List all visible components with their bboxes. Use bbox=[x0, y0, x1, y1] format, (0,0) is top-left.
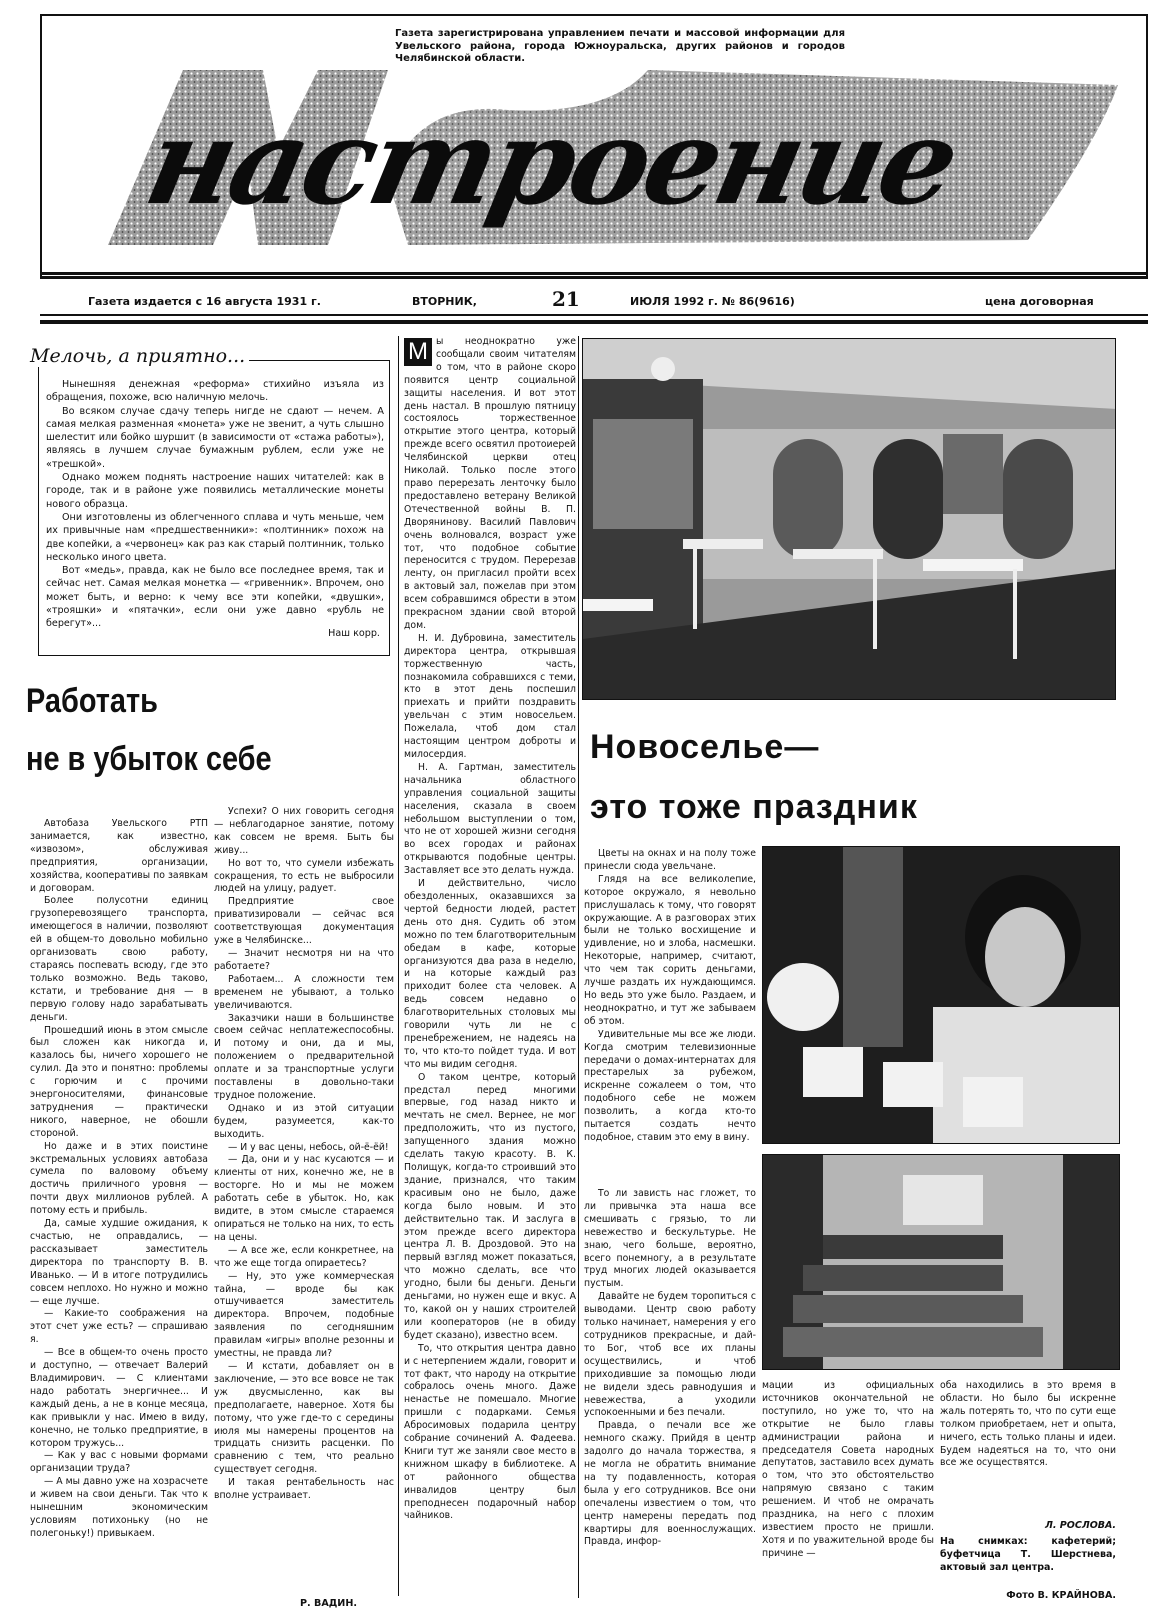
paragraph: Они изготовлены из облегченного сплава и чуть меньше, чем их привычные нам «предшественники»: «полтинник» похож на две копейки, а «червонец» как раз как старый полтинник, только несколько иного цвета. bbox=[46, 511, 384, 563]
paragraph: Более полусотни единиц грузоперевозящего транспорта, имеющегося в наличии, позволяют ей в общем-то довольно мобильно организовать свою работу, стараясь поспевать всюду, где это только возможно. Ведь таково, кстати, и требование дня — в первую голову надо зарабатывать деньги. bbox=[30, 895, 208, 1023]
paragraph: То ли зависть нас гложет, то ли привычка эта наша все смешивать с грязью, то ли невежество и бескультурье. Не знаю, чего больше, вероятно, всего понемногу, а в результате труд многих людей оказывается пустым. bbox=[584, 1188, 756, 1290]
article-small-body bbox=[46, 378, 384, 631]
paragraph: Но вот то, что сумели избежать сокращения, то есть не выбросили людей на улицу, радует. bbox=[214, 857, 394, 895]
paragraph: То, что открытия центра давно и с нетерпением ждали, говорит и тот факт, что народу на открытие собралось очень много. Даже ненастье не помешало. Многие пришли с подарками. Семья Абросимовых подарила центру собрание сочинений А. Фадеева. Книги тут же заняли свое место в книжном шкафу в библиотеке. А от районного общества инвалидов центру был преподнесен подарочный набор чайников. bbox=[404, 1342, 576, 1522]
paragraph: Однако и из этой ситуации будем, разумеется, как-то выходить. bbox=[214, 1102, 394, 1140]
paragraph: Давайте не будем торопиться с выводами. Центр свою работу только начинает, намерения у его сотрудников прекрасные, и дай-то Бог, чтоб все их планы осуществились, и чтоб приходившие за помощью люди не видели здесь равнодушия и невежества, а уходили успокоенными и без печали. bbox=[584, 1291, 756, 1419]
photo-cafeteria bbox=[582, 338, 1116, 700]
paragraph: Автобаза Увельского РТП занимается, как известно, «извозом», обслуживая предприятия, организации, хозяйства, кооперативы по заявкам и договорам. bbox=[30, 818, 208, 894]
article-small-title: Мелочь, а приятно... bbox=[26, 345, 249, 367]
author-signature: Л. РОСЛОВА. bbox=[1045, 1520, 1116, 1531]
paragraph: — Ну, это уже коммерческая тайна, — вроде бы как отшучивается заместитель директора. Впрочем, подобные заявления по сегодняшним правилам «игры» вполне резонны и уместны, не правда ли? bbox=[214, 1270, 394, 1360]
paragraph: — А все же, если конкретнее, на что же еще тогда опираетесь? bbox=[214, 1244, 394, 1269]
paragraph: — Как у вас с новыми формами организации труда? bbox=[30, 1450, 208, 1475]
paragraph: Н. А. Гартман, заместитель начальника областного управления социальной защиты населения, сказала в своем небольшом выступлении о том, что не от хорошей жизни сегодня во всех городах и районах открываются подобные центры. Заставляет все это делать нужда. bbox=[404, 761, 576, 877]
paragraph: Но даже и в этих поистине экстремальных условиях автобаза сумела по валовому объему достичь приличного уровня — почти двух миллионов рублей. А потому есть и прибыль. bbox=[30, 1140, 208, 1217]
paragraph: — Значит несмотря ни на что работаете? bbox=[214, 947, 394, 972]
paragraph: Предприятие свое приватизировали — сейчас вся соответствующая документация уже в Челябинске... bbox=[214, 896, 394, 947]
right-column-2 bbox=[762, 1380, 934, 1598]
paragraph: — И кстати, добавляет он в заключение, — это все вовсе не так уж двусмысленно, как вы предполагаете, наверное. Хотя бы потому, что уже где-то с середины июля мы намерены процентов на тридцать снизить расценки. По сравнению с тем, что реально существует сегодня. bbox=[214, 1360, 394, 1476]
paragraph: — И у вас цены, небось, ой-ё-ёй! bbox=[228, 1141, 389, 1153]
photo-credit: Фото В. КРАЙНОВА. bbox=[1006, 1590, 1116, 1601]
dateline-rule bbox=[40, 314, 1148, 316]
registration-note: Газета зарегистрирована управлением печати и массовой информации для Увельского района, города Южноуральска, других районов и городов Челябинской области. bbox=[395, 28, 845, 64]
article-headline-line1: Новоселье— bbox=[590, 728, 820, 766]
paragraph: Удивительные мы все же люди. Когда смотрим телевизионные передачи о домах-интернатах для престарелых за рубежом, искренне сожалеем о том, что подобного себе не можем позволить, а когда кто-то пытается создать нечто подобное, ставим это ему в вину. bbox=[584, 1028, 756, 1143]
dateline-rule-thick bbox=[40, 320, 1148, 324]
right-column-1-continued bbox=[584, 1188, 756, 1598]
paragraph: Успехи? О них говорить сегодня — неблагодарное занятие, потому как совсем не время. Быть бы живу... bbox=[214, 806, 394, 856]
article-column-2 bbox=[214, 806, 394, 1596]
photo-assembly-hall bbox=[762, 1154, 1120, 1370]
photo-barmaid bbox=[762, 846, 1120, 1144]
paragraph: Заказчики наши в большинстве своем сейчас неплатежеспособны. И потому и они, да и мы, положением о предварительной оплате и за транспортные услуги поставлены в довольно-таки трудное положение. bbox=[214, 1012, 394, 1101]
issue-weekday: ВТОРНИК, bbox=[412, 295, 477, 308]
paragraph: — Да, они и у нас кусаются — и клиенты от них, конечно же, не в восторге. Но и мы не можем работать себе в убыток. Но, как видите, в этом смысле стараемся опираться не только на них, то есть на цены. bbox=[214, 1154, 394, 1243]
paragraph: Да, самые худшие ожидания, к счастью, не оправдались, — рассказывает заместитель директора по транспорту В. В. Иванько. — И в итоге потрудились совсем неплохо. Но нужно и можно — еще лучше. bbox=[30, 1218, 208, 1307]
right-column-3 bbox=[940, 1380, 1116, 1520]
paragraph: О таком центре, который предстал перед многими впервые, год назад никто и мечтать не смел. Вернее, не мог предположить, что из пустого, запущенного здания можно сделать такую красоту. В. К. Полищук, когда-то строивший это здание, признался, что таким красивым оно не было, даже когда было новым. И это действительно так. И заслуга в этом прежде всего директора центра Л. В. Дроздовой. Это на первый взгляд может показаться, что можно сделать, все что угодно, были бы деньги. Деньги деньгами, но нужен еще и вкус. А то, какой он у наших строителей или кооператоров (не в обиду будет сказано), известно всем. bbox=[404, 1071, 576, 1341]
paragraph: Цветы на окнах и на полу тоже принесли сюда увельчане. bbox=[584, 848, 756, 872]
article-small-signature: Наш корр. bbox=[328, 628, 380, 639]
article-headline-line1: Работать bbox=[26, 682, 158, 720]
column-divider bbox=[398, 336, 399, 1596]
column-divider bbox=[578, 336, 579, 1598]
issue-day: 21 bbox=[552, 287, 580, 311]
masthead-rule-top bbox=[40, 272, 1148, 275]
paragraph: Во всяком случае сдачу теперь нигде не сдают — нечем. А самая мелкая разменная «монета» уже не звенит, а чуть слышно шелестит или бойко шуршит (в зависимости от «стажа работы»), являясь в лучшем случае бумажным рублем, если уже не «трешкой». bbox=[46, 405, 384, 470]
price-note: цена договорная bbox=[985, 295, 1094, 308]
newspaper-title: настроение bbox=[135, 92, 968, 231]
paragraph: оба находились в это время в области. Но было бы искренне жаль потерять то, что по сути еще толком приобретаем, нет и опыта, ничего, есть только планы и идеи. Будем надеяться на то, что они все же осуществятся. bbox=[940, 1380, 1116, 1469]
paragraph: Нынешняя денежная «реформа» стихийно изъяла из обращения, похоже, всю наличную мелочь. bbox=[46, 379, 384, 404]
issue-month-number: ИЮЛЯ 1992 г. № 86(9616) bbox=[630, 295, 795, 308]
drop-cap: М bbox=[404, 338, 432, 366]
paragraph: Работаем... А сложности тем временем не убывают, а только увеличиваются. bbox=[214, 973, 394, 1011]
paragraph: Н. И. Дубровина, заместитель директора центра, открывшая торжественную часть, познакомила собравшихся с теми, кто в этот день поспешил приехать и прийти поздравить увельчан с этим новосельем. Пожелала, чтоб дом стал настоящим центром доброты и милосердия. bbox=[404, 632, 576, 760]
paragraph: Прошедший июнь в этом смысле был сложен как никогда и, казалось бы, ничего хорошего не сулил. Да это и понятно: проблемы с горючим и с прочими энергоносителями, финансовые затруднения — практически никого, наверное, не обошли стороной. bbox=[30, 1024, 208, 1139]
paragraph: Однако можем поднять настроение наших читателей: как в городе, так и в районе уже появились металлические монеты нового образца. bbox=[46, 472, 384, 510]
paragraph: — Какие-то соображения на этот счет уже есть? — спрашиваю я. bbox=[30, 1308, 208, 1346]
center-column bbox=[404, 336, 576, 1598]
paragraph: Вот «медь», правда, как не было все последнее время, так и сейчас нет. Самая мелкая монетка — «гривенник». Впрочем, оно может быть, и верно: к чему все эти копейки, «двушки», «трояшки» и «пятачки», если они уже давно «рубль не берегут»... bbox=[46, 565, 384, 630]
article-headline-line2: это тоже праздник bbox=[590, 788, 918, 826]
paragraph: И такая рентабельность нас вполне устраивает. bbox=[214, 1477, 394, 1502]
paragraph: — Все в общем-то очень просто и доступно, — отвечает Валерий Владимирович. — С клиентами надо работать энергичнее... И каждый день, а не в конце месяца, как привыкли у нас. Имею в виду, конечно, не только предприятие, в котором тружусь... bbox=[30, 1347, 208, 1449]
masthead-rule-thin bbox=[40, 278, 1148, 279]
article-column-1 bbox=[30, 818, 208, 1598]
paragraph: И действительно, число обездоленных, оказавшихся за чертой бедности людей, растет день ото дня. Судить об этом можно по тем благотворительным обедам в кафе, которые организуются два раза в неделю, и на которые каждый раз приходит более ста человек. А ведь совсем недавно о благотворительных столовых мы говорили чуть ли не с пренебрежением, не надеясь на то, что кто-то пойдет туда. И вот что мы видим сегодня. bbox=[404, 878, 576, 1070]
paragraph: Правда, о печали все же немного скажу. Прийдя в центр задолго до начала торжества, я не могла не обратить внимание на ту подавленность, которая была у его сотрудников. Все они опечалены известием о том, что центр намерены передать под квартиры для военнослужащих. Правда, инфор- bbox=[584, 1420, 756, 1548]
article-headline-line2: не в убыток себе bbox=[26, 740, 272, 778]
paragraph: ы неоднократно уже сообщали своим читателям о том, что в районе скоро появится центр социальной защиты населения. И вот этот день настал. В прошлую пятницу состоялось торжественное открытие этого центра, который прежде всего освятил протоиерей Челябинской церкви отец Николай. Только после этого право перерезать ленточку было предоставлено ветерану Великой Отечественной войны В. П. Дворянинову. Василий Павлович очень волновался, возраст уже тот, что подобное событие переносится с трудом. Перерезав ленту, он пригласил пройти всех в актовый зал, пожелав при этом всем собравшимся обрести в этом прекрасном здании свой второй дом. bbox=[404, 336, 576, 631]
paragraph: Глядя на все великолепие, которое окружало, я невольно прислушалась к тому, что говорят окружающие. А в разговорах этих были не только восхищение и удивление, но и злоба, насмешки. Некоторые, например, считают, что чем так сорить деньгами, лучше раздать их нуждающимся. Но ведь это уже было. Раздаем, и неоднократно, и тут же забываем об этом. bbox=[584, 873, 756, 1027]
dateline bbox=[40, 285, 1148, 315]
article-signature: Р. ВАДИН. bbox=[300, 1598, 358, 1609]
founded-note: Газета издается с 16 августа 1931 г. bbox=[88, 295, 321, 308]
paragraph: мации из официальных источников окончательной не поступило, но уже то, что на открытие не было главы администрации района и председателя Совета народных депутатов, заставило всех думать о том, что это обстоятельство напрямую связано с таким решением. И чтоб не омрачать праздника, на него с плохим известием просто не пришли. Хотя и по уважительной вроде бы причине — bbox=[762, 1380, 934, 1559]
paragraph: — А мы давно уже на хозрасчете и живем на свои деньги. Так что к нынешним экономическим условиям потихоньку (но не полегоньку!) привыкаем. bbox=[30, 1476, 208, 1539]
photo-caption: На снимках: кафетерий; буфетчица Т. Шерстнева, актовый зал центра. bbox=[940, 1536, 1116, 1573]
